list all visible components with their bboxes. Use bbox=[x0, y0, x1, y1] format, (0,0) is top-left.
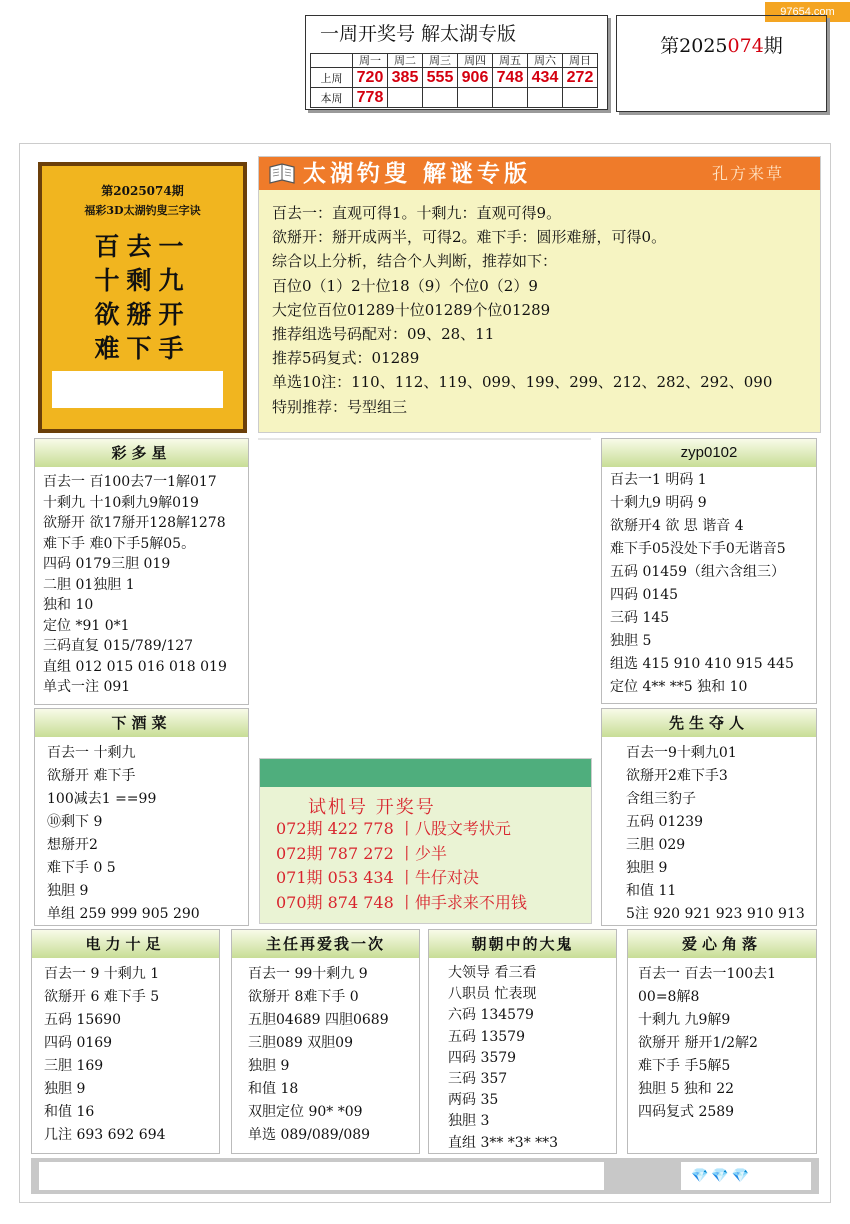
poster-line: 难下手 bbox=[94, 334, 191, 363]
trial-line: 072期 787 272 丨少半 bbox=[276, 843, 447, 863]
panel-content bbox=[35, 737, 248, 926]
taihu-line: 百位0（1）2十位18（9）个位0（2）9 bbox=[272, 276, 538, 295]
panel-line: 直组 3** *3* **3 bbox=[448, 1134, 559, 1151]
draw-number: 720 bbox=[353, 68, 388, 88]
draw-number bbox=[388, 88, 423, 108]
panel-line: 和值 18 bbox=[248, 1081, 299, 1097]
panel-line: 定位 *91 0*1 bbox=[43, 617, 130, 634]
panel-line: 100减去1 ==99 bbox=[47, 791, 157, 807]
panel-zyp0102 bbox=[601, 438, 817, 704]
trial-line: 070期 874 748 丨伸手求来不用钱 bbox=[276, 892, 527, 912]
weekly-draw-box bbox=[305, 15, 608, 110]
panel-line: 五胆04689 四胆0689 bbox=[248, 1012, 389, 1028]
center-divider bbox=[258, 438, 591, 440]
panel-line: 和值 16 bbox=[44, 1104, 95, 1120]
panel-line: 四码 0169 bbox=[44, 1035, 113, 1051]
panel-line: 四码复式 2589 bbox=[638, 1104, 735, 1120]
panel-line: 二胆 01独胆 1 bbox=[43, 576, 135, 593]
panel-line: 六码 134579 bbox=[448, 1007, 534, 1024]
issue-suffix: 期 bbox=[763, 35, 783, 57]
trial-title: 试机号 开奖号 bbox=[308, 797, 436, 818]
panel-line: 百去一 百去一100去1 bbox=[638, 966, 777, 982]
draw-number bbox=[423, 88, 458, 108]
panel-line: 00=8解8 bbox=[638, 989, 700, 1005]
panel-title: zyp0102 bbox=[602, 439, 816, 467]
panel-line: 百去一 百100去7一1解017 bbox=[43, 474, 217, 490]
weekly-draw-table bbox=[310, 53, 598, 108]
panel-content bbox=[602, 737, 816, 926]
panel-line: 几注 693 692 694 bbox=[44, 1127, 166, 1143]
panel-line: 5注 920 921 923 910 913 bbox=[626, 906, 805, 922]
panel-line: 独胆 5 bbox=[610, 633, 652, 649]
panel-line: 十剩九 十10剩九9解019 bbox=[43, 494, 199, 511]
taihu-author: 孔方来草 bbox=[711, 164, 784, 183]
day-header: 周日 bbox=[563, 54, 598, 68]
riddle-poster bbox=[38, 162, 247, 433]
draw-number: 434 bbox=[528, 68, 563, 88]
panel-line: 欲掰开 难下手 bbox=[47, 768, 136, 784]
panel-title: 爱心角落 bbox=[628, 930, 816, 958]
taihu-line: 推荐5码复式：01289 bbox=[272, 349, 420, 368]
panel-line: 大领导 看三看 bbox=[448, 965, 537, 981]
draw-number bbox=[458, 88, 493, 108]
panel-content bbox=[35, 467, 248, 698]
panel-line: 三码 145 bbox=[610, 610, 670, 626]
taihu-line: 大定位百位01289十位01289个位01289 bbox=[272, 300, 551, 319]
day-header: 周六 bbox=[528, 54, 563, 68]
trial-header-bar bbox=[260, 759, 591, 787]
panel-line: 单选 089/089/089 bbox=[248, 1127, 371, 1143]
taihu-line: 推荐组选号码配对：09、28、11 bbox=[272, 325, 495, 344]
issue-number: 074 bbox=[727, 35, 764, 57]
poster-issue: 第2025074期 bbox=[101, 184, 184, 198]
poster-line: 欲掰开 bbox=[94, 300, 191, 329]
panel-line: 十剩九9 明码 9 bbox=[610, 495, 707, 511]
trial-content bbox=[276, 817, 527, 915]
panel-line: 双胆定位 90* *09 bbox=[248, 1104, 363, 1120]
panel-line: 百去一1 明码 1 bbox=[610, 472, 707, 488]
taihu-title: 太湖钓叟 解谜专版 bbox=[303, 160, 532, 187]
panel-line: 组选 415 910 410 915 445 bbox=[610, 656, 794, 672]
panel-line: 难下手 0 5 bbox=[47, 860, 116, 876]
panel-line: 独胆 9 bbox=[44, 1081, 86, 1097]
panel-line: 百去一 十剩九 bbox=[47, 745, 136, 761]
panel-line: 欲掰开 掰开1/2解2 bbox=[638, 1035, 758, 1051]
draw-number bbox=[493, 88, 528, 108]
panel-title: 朝朝中的大鬼 bbox=[429, 930, 616, 958]
panel-line: 三胆 029 bbox=[626, 837, 686, 853]
draw-number: 272 bbox=[563, 68, 598, 88]
draw-number: 778 bbox=[353, 88, 388, 108]
draw-number: 555 bbox=[423, 68, 458, 88]
poster-line: 十剩九 bbox=[94, 266, 191, 295]
taihu-header bbox=[259, 157, 820, 190]
panel-line: ⑩剩下 9 bbox=[47, 814, 103, 830]
panel-caiduoxing bbox=[34, 438, 249, 705]
panel-title: 先生夺人 bbox=[602, 709, 816, 737]
panel-line: 两码 35 bbox=[448, 1092, 499, 1109]
day-header: 周二 bbox=[388, 54, 423, 68]
panel-zhuren bbox=[231, 929, 420, 1154]
panel-line: 十剩九 九9解9 bbox=[638, 1012, 731, 1028]
day-header: 周三 bbox=[423, 54, 458, 68]
panel-line: 百去一9十剩九01 bbox=[626, 745, 737, 761]
trial-draw-panel bbox=[259, 758, 592, 924]
panel-line: 百去一 99十剩九 9 bbox=[248, 966, 368, 982]
diamond-icon: 💎💎💎 bbox=[681, 1162, 811, 1190]
panel-line: 独胆 9 bbox=[626, 860, 668, 876]
panel-line: 欲掰开 8难下手 0 bbox=[248, 989, 359, 1005]
panel-content bbox=[232, 958, 419, 1147]
panel-line: 四码 0179三胆 019 bbox=[43, 556, 171, 572]
panel-line: 八职员 忙表现 bbox=[448, 986, 537, 1003]
draw-number: 906 bbox=[458, 68, 493, 88]
draw-box-title: 一周开奖号 解太湖专版 bbox=[320, 23, 517, 45]
table-corner bbox=[311, 54, 353, 68]
panel-line: 五码 13579 bbox=[448, 1028, 525, 1045]
day-header: 周四 bbox=[458, 54, 493, 68]
site-watermark: 97654.com bbox=[765, 2, 850, 22]
taihu-line: 单选10注：110、112、119、099、199、299、212、282、292、090 bbox=[272, 373, 773, 392]
panel-line: 五码 01459（组六含组三） bbox=[610, 564, 785, 580]
taihu-panel bbox=[258, 156, 821, 433]
panel-line: 难下手 难0下手5解05。 bbox=[43, 535, 196, 552]
trial-line: 071期 053 434 丨牛仔对决 bbox=[276, 868, 479, 888]
issue-prefix: 第2025 bbox=[660, 35, 728, 57]
panel-line: 三码直复 015/789/127 bbox=[43, 638, 194, 654]
panel-line: 欲掰开2难下手3 bbox=[626, 768, 728, 784]
taihu-line: 欲掰开：掰开成两半，可得2。难下手：圆形难掰，可得0。 bbox=[272, 228, 667, 247]
poster-line: 百去一 bbox=[94, 232, 191, 261]
panel-line: 单式一注 091 bbox=[43, 679, 131, 695]
panel-line: 欲掰开4 欲 思 谐音 4 bbox=[610, 518, 744, 534]
panel-xiansheng bbox=[601, 708, 817, 926]
panel-line: 想掰开2 bbox=[47, 837, 98, 853]
panel-title: 电力十足 bbox=[32, 930, 219, 958]
panel-title: 彩多星 bbox=[35, 439, 248, 467]
panel-line: 独胆 3 bbox=[448, 1113, 490, 1130]
panel-line: 难下手 手5解5 bbox=[638, 1058, 731, 1074]
day-header: 周一 bbox=[353, 54, 388, 68]
draw-number bbox=[528, 88, 563, 108]
poster-blank-box bbox=[52, 371, 223, 408]
row-label-this-week: 本周 bbox=[311, 88, 353, 108]
panel-content bbox=[602, 467, 816, 699]
panel-line: 和值 11 bbox=[626, 883, 677, 899]
draw-number: 748 bbox=[493, 68, 528, 88]
panel-line: 独胆 9 bbox=[248, 1058, 290, 1074]
panel-title: 下酒菜 bbox=[35, 709, 248, 737]
taihu-line: 百去一：直观可得1。十剩九：直观可得9。 bbox=[272, 204, 562, 222]
panel-line: 四码 0145 bbox=[610, 587, 679, 603]
panel-line: 五码 15690 bbox=[44, 1012, 121, 1028]
panel-line: 难下手05没处下手0无谐音5 bbox=[610, 541, 786, 557]
panel-content bbox=[32, 958, 219, 1147]
draw-number: 385 bbox=[388, 68, 423, 88]
draw-number bbox=[563, 88, 598, 108]
footer-bar bbox=[31, 1158, 819, 1194]
panel-dianli bbox=[31, 929, 220, 1154]
panel-line: 独胆 5 独和 22 bbox=[638, 1081, 735, 1097]
panel-zhaozhao bbox=[428, 929, 617, 1154]
panel-line: 四码 3579 bbox=[448, 1049, 517, 1066]
panel-content bbox=[429, 958, 616, 1154]
panel-title: 主任再爱我一次 bbox=[232, 930, 419, 958]
panel-content bbox=[628, 958, 816, 1124]
poster-subtitle: 福彩3D太湖钓叟三字诀 bbox=[84, 204, 201, 217]
panel-line: 三胆 169 bbox=[44, 1058, 104, 1074]
book-icon bbox=[267, 161, 297, 187]
panel-line: 直组 012 015 016 018 019 bbox=[43, 658, 227, 675]
trial-line: 072期 422 778 丨八股文考状元 bbox=[276, 819, 511, 838]
panel-line: 三码 357 bbox=[448, 1071, 508, 1088]
panel-line: 定位 4** **5 独和 10 bbox=[610, 679, 748, 695]
panel-line: 独和 10 bbox=[43, 597, 94, 613]
panel-line: 含组三豹子 bbox=[626, 791, 696, 807]
issue-number-box bbox=[616, 15, 827, 112]
taihu-content bbox=[272, 201, 816, 419]
panel-line: 五码 01239 bbox=[626, 814, 703, 830]
panel-aixin bbox=[627, 929, 817, 1154]
taihu-line: 综合以上分析，结合个人判断，推荐如下： bbox=[272, 252, 558, 271]
panel-line: 独胆 9 bbox=[47, 883, 89, 899]
panel-line: 三胆089 双胆09 bbox=[248, 1035, 353, 1051]
panel-line: 欲掰开 6 难下手 5 bbox=[44, 989, 160, 1005]
footer-blank bbox=[39, 1162, 604, 1190]
panel-line: 单组 259 999 905 290 bbox=[47, 906, 200, 922]
panel-line: 欲掰开 欲17掰开128解1278 bbox=[43, 515, 226, 531]
day-header: 周五 bbox=[493, 54, 528, 68]
row-label-last-week: 上周 bbox=[311, 68, 353, 88]
panel-xiajiucai bbox=[34, 708, 249, 926]
taihu-line: 特别推荐：号型组三 bbox=[272, 397, 408, 416]
panel-line: 百去一 9 十剩九 1 bbox=[44, 966, 160, 982]
